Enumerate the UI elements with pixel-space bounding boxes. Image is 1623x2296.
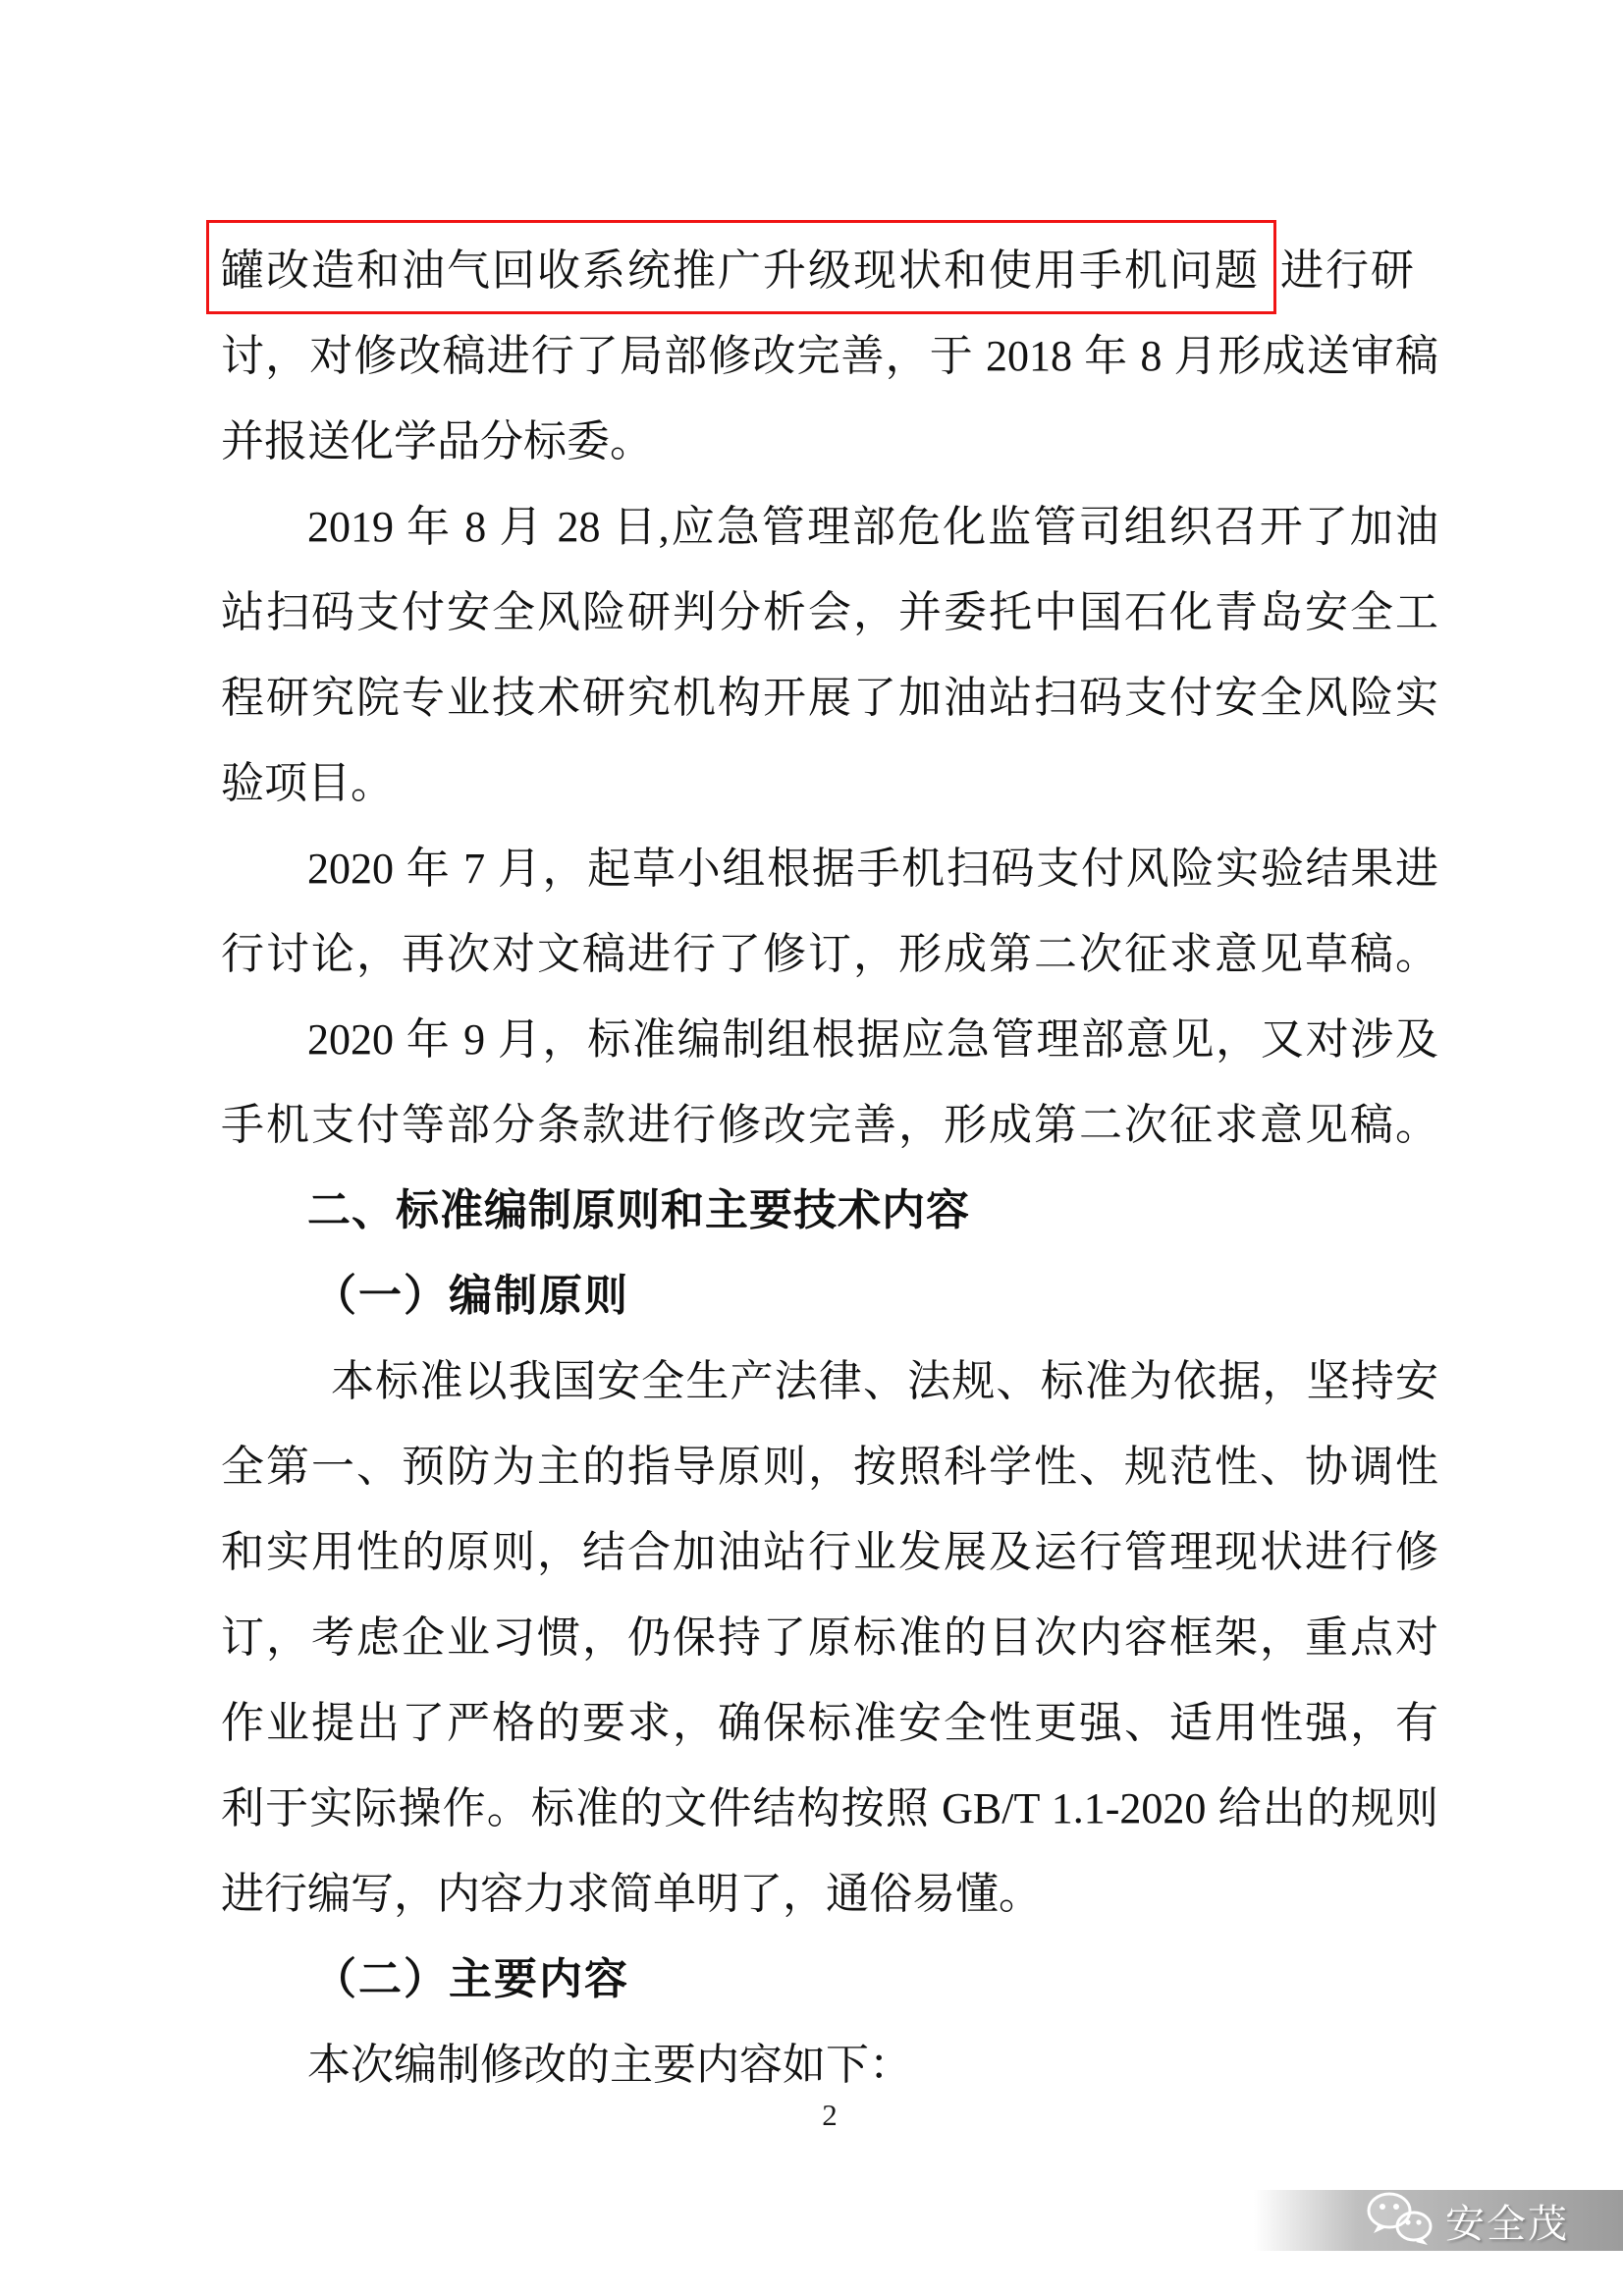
section-heading: 二、标准编制原则和主要技术内容 <box>307 1186 970 1234</box>
document-body <box>221 228 1438 2107</box>
text-line: 验项目。 <box>221 759 394 807</box>
text-line: 和实用性的原则，结合加油站行业发展及运行管理现状进行修 <box>221 1528 1438 1576</box>
brand-watermark <box>1254 2190 1623 2251</box>
text-line: 行讨论，再次对文稿进行了修订，形成第二次征求意见草稿。 <box>221 930 1438 978</box>
text-line: 2020 年 9 月，标准编制组根据应急管理部意见，又对涉及 <box>307 1015 1438 1064</box>
text-line: 全第一、预防为主的指导原则，按照科学性、规范性、协调性 <box>221 1443 1438 1491</box>
text-line: 利于实际操作。标准的文件结构按照 GB/T 1.1-2020 给出的规则 <box>221 1784 1438 1832</box>
text-line: 进行编写，内容力求简单明了，通俗易懂。 <box>221 1870 1042 1918</box>
text-line: 2020 年 7 月，起草小组根据手机扫码支付风险实验结果进 <box>307 845 1438 893</box>
subsection-heading: （二）主要内容 <box>313 1955 629 2003</box>
text-line: 并报送化学品分标委。 <box>221 417 653 465</box>
text-line-with-highlight <box>221 228 1438 313</box>
wechat-chat-bubbles-icon <box>1364 2190 1436 2252</box>
text-line: 程研究院专业技术研究机构开展了加油站扫码支付安全风险实 <box>221 674 1438 722</box>
subsection-heading: （一）编制原则 <box>313 1272 629 1320</box>
text-line: 2019 年 8 月 28 日,应急管理部危化监管司组织召开了加油 <box>307 503 1438 551</box>
text-line: 讨，对修改稿进行了局部修改完善，于 2018 年 8 月形成送审稿 <box>221 332 1438 380</box>
text-line: 本标准以我国安全生产法律、法规、标准为依据，坚持安 <box>331 1357 1438 1405</box>
text-line: 站扫码支付安全风险研判分析会，并委托中国石化青岛安全工 <box>221 588 1438 636</box>
text-line: 手机支付等部分条款进行修改完善，形成第二次征求意见稿。 <box>221 1101 1438 1149</box>
page-number: 2 <box>822 2098 838 2132</box>
text-line: 本次编制修改的主要内容如下： <box>307 2041 912 2089</box>
text-line: 作业提出了严格的要求，确保标准安全性更强、适用性强，有 <box>221 1699 1438 1747</box>
text-line: 订，考虑企业习惯，仍保持了原标准的目次内容框架，重点对 <box>221 1613 1438 1662</box>
text-after-highlight: 进行研 <box>1280 246 1416 295</box>
brand-name: 安全茂 <box>1445 2202 1569 2246</box>
highlighted-text: 罐改造和油气回收系统推广升级现状和使用手机问题 <box>206 220 1276 314</box>
